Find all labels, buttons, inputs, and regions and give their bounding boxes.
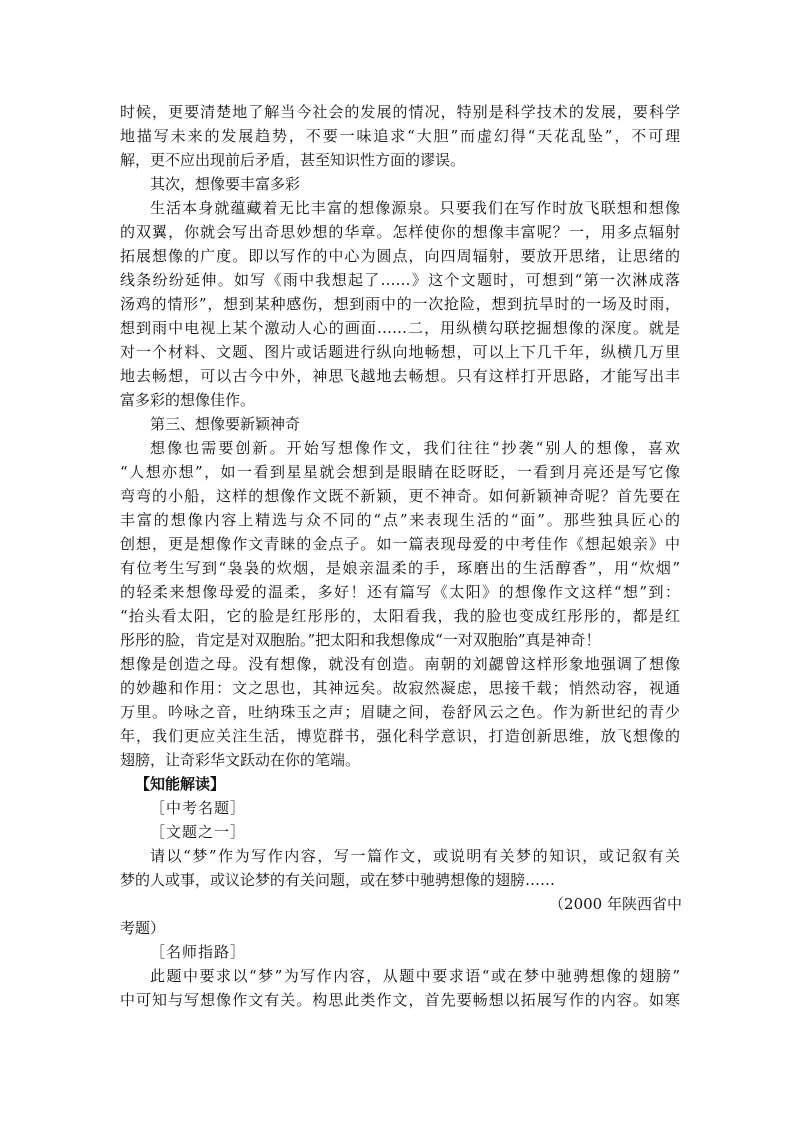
text-line: 富多彩的想像佳作。 (120, 391, 256, 409)
text-line: 的轻柔来想像母爱的温柔，多好！还有篇写《太阳》的想像作文这样“想”到： (120, 583, 680, 601)
text-line: “抬头看太阳，它的脸是红彤彤的，太阳看我，我的脸也变成红彤彤的，都是红 (120, 607, 680, 625)
text-line: 此题中要求以“梦”为写作内容，从题中要求语“或在梦中驰骋想像的翅膀” (150, 967, 680, 985)
text-line: 彤彤的脸，肯定是对双胞胎。”把太阳和我想像成“一对双胞胎”真是神奇！ (120, 631, 601, 649)
text-line: 拓展想像的广度。即以写作的中心为圆点，向四周辐射，要放开思绪，让思绪的 (120, 247, 680, 265)
text-line: 第三、想像要新颖神奇 (150, 415, 301, 433)
text-line: 年，我们更应关注生活，博览群书，强化科学意识，打造创新思维，放飞想像的 (120, 727, 680, 745)
text-line: 请以“梦”作为写作内容，写一篇作文，或说明有关梦的知识，或记叙有关 (150, 847, 680, 865)
text-line: 生活本身就蕴藏着无比丰富的想像源泉。只要我们在写作时放飞联想和想像 (150, 199, 680, 217)
text-line: 弯弯的小船，这样的想像作文既不新颖，更不神奇。如何新颖神奇呢？首先要在 (120, 487, 680, 505)
text-line: 地描写未来的发展趋势，不要一味追求“大胆”而虚幻得“天花乱坠”，不可理 (120, 127, 680, 145)
text-line: 的双翼，你就会写出奇思妙想的华章。怎样使你的想像丰富呢？一，用多点辐射 (120, 223, 680, 241)
text-line: 想到雨中电视上某个激动人心的画面……二，用纵横勾联挖掘想像的深度。就是 (120, 319, 680, 337)
text-line: 中可知与写想像作文有关。构思此类作文，首先要畅想以拓展写作的内容。如寒 (120, 991, 680, 1009)
text-line: 想像也需要创新。开始写想像作文，我们往往“抄袭“别人的想像，喜欢 (150, 439, 680, 457)
text-line: “人想亦想”，如一看到星星就会想到是眼睛在眨呀眨，一看到月亮还是写它像 (120, 463, 680, 481)
text-line: 的妙趣和作用：文之思也，其神远矣。故寂然凝虑，思接千载；悄然动容，视通 (120, 679, 680, 697)
text-line: 地去畅想，可以古今中外，神思飞越地去畅想。只有这样打开思路，才能写出丰 (120, 367, 680, 385)
text-line: 时候，更要清楚地了解当今社会的发展的情况，特别是科学技术的发展，要科学 (120, 103, 680, 121)
text-line: 万里。吟咏之音，吐纳珠玉之声；眉睫之间，卷舒风云之色。作为新世纪的青少 (120, 703, 680, 721)
text-line: ［名师指路］ (150, 943, 247, 961)
text-line: 解，更不应出现前后矛盾，甚至知识性方面的谬误。 (120, 151, 466, 169)
text-line: （2000 年陕西省中 (549, 895, 682, 913)
text-line: 考题） (120, 919, 166, 937)
text-line: 想像是创造之母。没有想像，就没有创造。南朝的刘勰曾这样形象地强调了想像 (120, 655, 680, 673)
text-line: 梦的人或事，或议论梦的有关问题，或在梦中驰骋想像的翅膀…… (120, 871, 556, 889)
text-line: ［中考名题］ (150, 799, 247, 817)
text-line: 有位考生写到“袅袅的炊烟，是娘亲温柔的手，琢磨出的生活醇香”，用“炊烟” (120, 559, 680, 577)
text-line: ［文题之一］ (150, 823, 247, 841)
text-line: 对一个材料、文题、图片或话题进行纵向地畅想，可以上下几千年，纵横几万里 (120, 343, 680, 361)
text-line: 【知能解读】 (135, 775, 226, 793)
text-line: 线条纷纷延伸。如写《雨中我想起了……》这个文题时，可想到“第一次淋成落 (120, 271, 680, 289)
text-line: 创想，更是想像作文青睐的金点子。如一篇表现母爱的中考佳作《想起娘亲》中 (120, 535, 680, 553)
text-line: 丰富的想像内容上精选与众不同的“点”来表现生活的“面”。那些独具匠心的 (120, 511, 680, 529)
text-line: 汤鸡的情形”，想到某种感伤，想到雨中的一次抢险，想到抗旱时的一场及时雨， (120, 295, 680, 313)
text-line: 其次，想像要丰富多彩 (150, 175, 301, 193)
text-line: 翅膀，让奇彩华文跃动在你的笔端。 (120, 751, 361, 769)
